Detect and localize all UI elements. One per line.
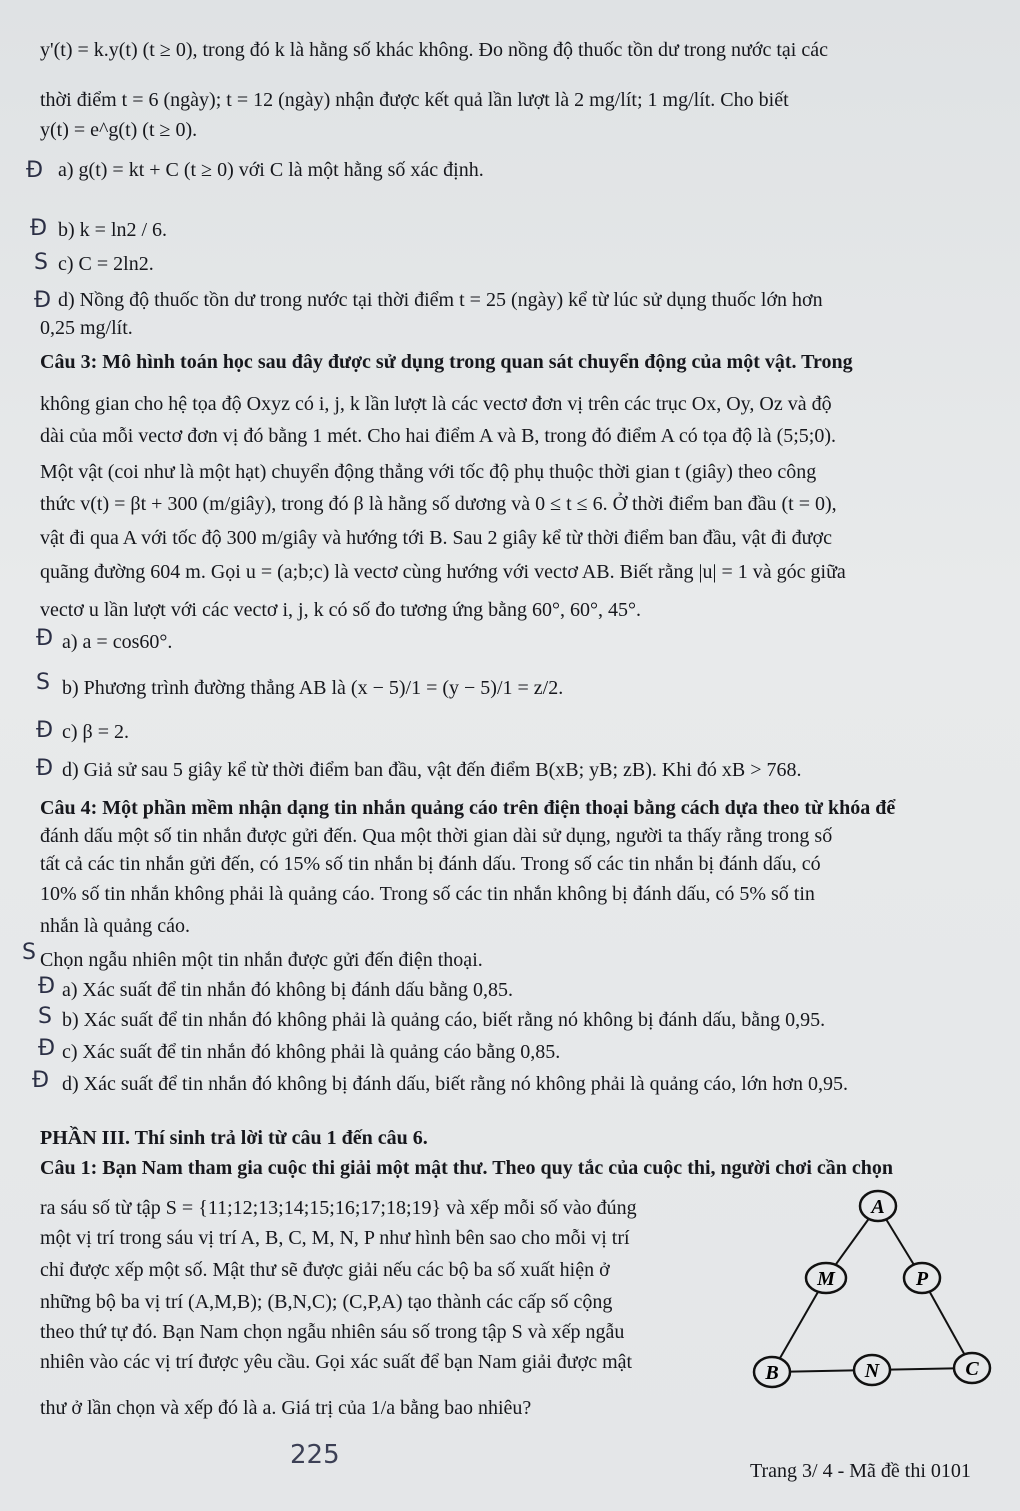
text-line: không gian cho hệ tọa độ Oxyz có i, j, k lần lượt là các vectơ đơn vị trên các trục Ox, Oy, Oz và độ xyxy=(40,393,832,415)
svg-text:N: N xyxy=(864,1360,880,1382)
text-line: PHẦN III. Thí sinh trả lời từ câu 1 đến câu 6. xyxy=(40,1127,428,1149)
triangle-diagram xyxy=(740,1180,1020,1420)
handwritten-mark: Đ xyxy=(36,756,54,781)
text-line: quãng đường 604 m. Gọi u = (a;b;c) là vectơ cùng hướng với vectơ AB. Biết rằng |u| = 1 và góc giữa xyxy=(40,561,846,583)
svg-text:P: P xyxy=(915,1268,929,1290)
text-line: một vị trí trong sáu vị trí A, B, C, M, N, P như hình bên sao cho mỗi vị trí xyxy=(40,1227,630,1249)
node-B xyxy=(754,1357,790,1387)
text-line: b) Phương trình đường thẳng AB là (x − 5)/1 = (y − 5)/1 = z/2. xyxy=(62,677,564,699)
text-line: c) β = 2. xyxy=(62,721,129,743)
node-P xyxy=(904,1263,940,1293)
text-line: vectơ u lần lượt với các vectơ i, j, k có số đo tương ứng bằng 60°, 60°, 45°. xyxy=(40,599,641,621)
node-N xyxy=(854,1355,890,1385)
text-line: d) Giả sử sau 5 giây kể từ thời điểm ban đầu, vật đến điểm B(xB; yB; zB). Khi đó xB > 768. xyxy=(62,759,802,781)
text-line: a) Xác suất để tin nhắn đó không bị đánh dấu bằng 0,85. xyxy=(62,979,514,1001)
text-line: a) a = cos60°. xyxy=(62,631,173,653)
text-line: tất cả các tin nhắn gửi đến, có 15% số tin nhắn bị đánh dấu. Trong số các tin nhắn bị đánh dấu, có xyxy=(40,853,821,875)
handwritten-mark: S xyxy=(22,940,36,965)
text-line: ra sáu số từ tập S = {11;12;13;14;15;16;17;18;19} và xếp mỗi số vào đúng xyxy=(40,1197,637,1219)
text-line: dài của mỗi vectơ đơn vị đó bằng 1 mét. Cho hai điểm A và B, trong đó điểm A có tọa độ là (5;5;0). xyxy=(40,425,837,447)
handwritten-mark: S xyxy=(34,250,48,275)
handwritten-mark: Đ xyxy=(36,626,54,651)
handwritten-mark: Đ xyxy=(30,216,48,241)
node-A xyxy=(860,1191,896,1221)
svg-text:B: B xyxy=(765,1362,779,1384)
text-line: thư ở lần chọn và xếp đó là a. Giá trị của 1/a bằng bao nhiêu? xyxy=(40,1397,532,1419)
svg-text:A: A xyxy=(871,1196,885,1218)
text-line: thời điểm t = 6 (ngày); t = 12 (ngày) nhận được kết quả lần lượt là 2 mg/lít; 1 mg/lít. Cho biết xyxy=(40,89,789,111)
text-line: d) Xác suất để tin nhắn đó không bị đánh dấu, biết rằng nó không phải là quảng cáo, lớn hơn 0,95. xyxy=(62,1073,848,1095)
text-line: theo thứ tự đó. Bạn Nam chọn ngẫu nhiên sáu số trong tập S và xếp ngẫu xyxy=(40,1321,625,1343)
handwritten-mark: Đ xyxy=(38,974,56,999)
text-line: b) Xác suất để tin nhắn đó không phải là quảng cáo, biết rằng nó không bị đánh dấu, bằng 0,95. xyxy=(62,1009,826,1031)
handwritten-mark: Đ xyxy=(34,288,52,313)
text-line: b) k = ln2 / 6. xyxy=(58,219,168,241)
text-line: y'(t) = k.y(t) (t ≥ 0), trong đó k là hằng số khác không. Đo nồng độ thuốc tồn dư trong nước tại các xyxy=(40,39,828,61)
svg-text:M: M xyxy=(817,1268,835,1290)
text-line: c) C = 2ln2. xyxy=(58,253,154,275)
page-footer: Trang 3/ 4 - Mã đề thi 0101 xyxy=(750,1460,971,1482)
text-line: những bộ ba vị trí (A,M,B); (B,N,C); (C,P,A) tạo thành các cấp số cộng xyxy=(40,1291,613,1313)
text-line: 0,25 mg/lít. xyxy=(40,317,133,339)
handwritten-mark: S xyxy=(36,670,50,695)
text-line: y(t) = e^g(t) (t ≥ 0). xyxy=(40,119,198,141)
node-C xyxy=(954,1353,990,1383)
text-line: nhắn là quảng cáo. xyxy=(40,915,190,937)
text-line: Một vật (coi như là một hạt) chuyển động thẳng với tốc độ phụ thuộc thời gian t (giây) theo công xyxy=(40,461,817,483)
handwritten-answer: 225 xyxy=(290,1440,340,1470)
text-line: Câu 3: Mô hình toán học sau đây được sử dụng trong quan sát chuyển động của một vật. Trong xyxy=(40,351,853,373)
node-M xyxy=(806,1263,846,1293)
text-line: c) Xác suất để tin nhắn đó không phải là quảng cáo bằng 0,85. xyxy=(62,1041,561,1063)
handwritten-mark: Đ xyxy=(32,1068,50,1093)
handwritten-mark: S xyxy=(38,1004,52,1029)
text-line: a) g(t) = kt + C (t ≥ 0) với C là một hằng số xác định. xyxy=(58,159,484,181)
handwritten-mark: Đ xyxy=(36,718,54,743)
svg-text:C: C xyxy=(965,1358,979,1380)
handwritten-mark: Đ xyxy=(26,158,44,183)
text-line: Câu 4: Một phần mềm nhận dạng tin nhắn quảng cáo trên điện thoại bằng cách dựa theo từ khóa để xyxy=(40,797,896,819)
text-line: 10% số tin nhắn không phải là quảng cáo. Trong số các tin nhắn không bị đánh dấu, có 5% số tin xyxy=(40,883,815,905)
text-line: d) Nồng độ thuốc tồn dư trong nước tại thời điểm t = 25 (ngày) kể từ lúc sử dụng thuốc lớn hơn xyxy=(58,289,823,311)
text-line: thức v(t) = βt + 300 (m/giây), trong đó β là hằng số dương và 0 ≤ t ≤ 6. Ở thời điểm ban đầu (t = 0), xyxy=(40,493,837,515)
text-line: Câu 1: Bạn Nam tham gia cuộc thi giải một mật thư. Theo quy tắc của cuộc thi, người chơi cần chọn xyxy=(40,1157,894,1179)
text-line: đánh dấu một số tin nhắn được gửi đến. Qua một thời gian dài sử dụng, người ta thấy rằng trong số xyxy=(40,825,833,847)
handwritten-mark: Đ xyxy=(38,1036,56,1061)
text-line: Chọn ngẫu nhiên một tin nhắn được gửi đến điện thoại. xyxy=(40,949,483,971)
text-line: vật đi qua A với tốc độ 300 m/giây và hướng tới B. Sau 2 giây kể từ thời điểm ban đầu, vật đi được xyxy=(40,527,832,549)
text-line: chỉ được xếp một số. Mật thư sẽ được giải nếu các bộ ba số xuất hiện ở xyxy=(40,1259,610,1281)
text-line: nhiên vào các vị trí được yêu cầu. Gọi xác suất để bạn Nam giải được mật xyxy=(40,1351,633,1373)
